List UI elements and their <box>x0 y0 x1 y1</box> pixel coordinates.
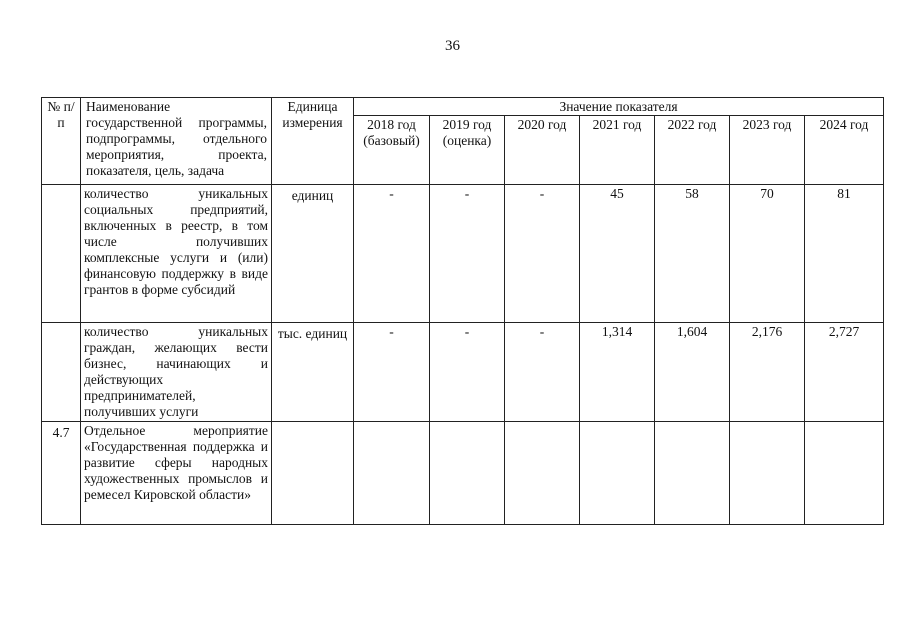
row-value-2023: 2,176 <box>730 323 805 422</box>
header-year-2023: 2023 год <box>730 116 805 185</box>
row-unit: единиц <box>272 185 354 323</box>
row-value-2024 <box>805 422 884 525</box>
page-number: 36 <box>445 38 460 54</box>
header-unit: Единица измерения <box>272 98 354 185</box>
row-value-2018 <box>354 422 430 525</box>
row-name: Отдельное мероприятие «Государственная поддержка и развитие сферы народных художественных промыслов и ремесел Кировской области» <box>81 422 272 525</box>
header-year-2022: 2022 год <box>655 116 730 185</box>
header-year-2024: 2024 год <box>805 116 884 185</box>
table-row <box>42 323 884 422</box>
row-value-2021: 45 <box>580 185 655 323</box>
row-name: количество уникальных граждан, желающих вести бизнес, начинающих и действующих предпринимателей, получивших услуги <box>81 323 272 422</box>
header-values-group: Значение показателя <box>354 98 884 116</box>
row-value-2018: - <box>354 323 430 422</box>
header-year-2018: 2018 год (базовый) <box>354 116 430 185</box>
row-num <box>42 185 81 323</box>
row-value-2023 <box>730 422 805 525</box>
row-value-2019: - <box>430 185 505 323</box>
row-value-2020 <box>505 422 580 525</box>
row-value-2018: - <box>354 185 430 323</box>
row-value-2024: 2,727 <box>805 323 884 422</box>
row-num: 4.7 <box>42 422 81 525</box>
row-unit: тыс. единиц <box>272 323 354 422</box>
row-value-2019 <box>430 422 505 525</box>
indicators-table <box>41 97 884 525</box>
table-row <box>42 422 884 525</box>
header-num: № п/п <box>42 98 81 185</box>
row-value-2021: 1,314 <box>580 323 655 422</box>
row-name: количество уникальных социальных предприятий, включенных в реестр, в том числе получивших комплексные услуги и (или) финансовую поддержку в виде грантов в форме субсидий <box>81 185 272 323</box>
row-value-2024: 81 <box>805 185 884 323</box>
header-year-2020: 2020 год <box>505 116 580 185</box>
table-row <box>42 185 884 323</box>
row-value-2020: - <box>505 323 580 422</box>
header-year-2019: 2019 год (оценка) <box>430 116 505 185</box>
row-value-2022: 1,604 <box>655 323 730 422</box>
row-value-2022 <box>655 422 730 525</box>
row-value-2023: 70 <box>730 185 805 323</box>
row-num <box>42 323 81 422</box>
row-value-2022: 58 <box>655 185 730 323</box>
header-name: Наименование государственной программы, подпрограммы, отдельного мероприятия, проекта, показателя, цель, задача <box>81 98 272 185</box>
header-year-2021: 2021 год <box>580 116 655 185</box>
row-unit <box>272 422 354 525</box>
row-value-2021 <box>580 422 655 525</box>
row-value-2019: - <box>430 323 505 422</box>
row-value-2020: - <box>505 185 580 323</box>
